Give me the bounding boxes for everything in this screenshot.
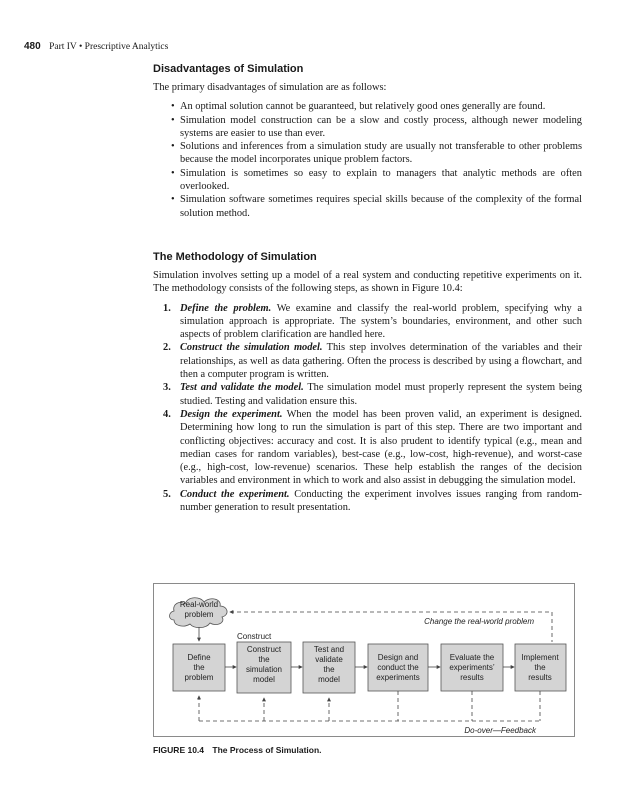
figure-10-4 [153, 583, 575, 737]
cloud-label-line: Real-world [179, 600, 219, 609]
list-item: • Simulation is sometimes so easy to explain to managers that analytic methods are often overlooked. [171, 167, 582, 193]
svg-text:experiments: experiments [376, 673, 420, 682]
box-implement [515, 644, 566, 691]
list-item: 4. Design the experiment. When the model has been proven valid, an experiment is designed. Determining how long to run the simulation is part of this step. There are two important and conflicting objectives: accuracy and cost. It is also prudent to identify typical (e.g., mean and median cases for random variables), best-case (e.g., low-cost, high-revenue), and worst-case (e.g., high-cost, low-revenue) scenarios. These help establish the ranges of the decision variables and environment in which to work and also assist in debugging the simulation model. [163, 408, 583, 487]
svg-text:Construct: Construct [246, 645, 282, 654]
process-diagram [154, 584, 574, 736]
box-construct [237, 642, 291, 693]
construct-label: Construct [237, 632, 272, 641]
figure-caption-text: The Process of Simulation. [212, 745, 322, 755]
box-define [173, 644, 225, 691]
svg-text:results: results [460, 673, 484, 682]
svg-text:Test and: Test and [313, 645, 345, 654]
list-item: • Simulation software sometimes requires special skills because of the complexity of the formal solution method. [171, 194, 582, 219]
methodology-intro: Simulation involves setting up a model of a real system and conducting repetitive experiments on it. The methodology consists of the following steps, as shown in Figure 10.4: [153, 269, 582, 295]
cloud-label-line: problem [184, 610, 214, 619]
page-content [153, 62, 582, 514]
svg-text:conduct the: conduct the [377, 663, 419, 672]
page-number: 480 [24, 41, 41, 52]
figure-caption [153, 745, 322, 755]
running-header [24, 41, 168, 52]
svg-text:problem: problem [184, 673, 214, 682]
box-design-conduct [368, 644, 428, 691]
svg-text:experiments’: experiments’ [449, 663, 495, 672]
methodology-heading: The Methodology of Simulation [153, 250, 317, 263]
svg-text:results: results [528, 673, 552, 682]
svg-text:the: the [534, 663, 546, 672]
svg-text:model: model [253, 675, 275, 684]
svg-text:the: the [323, 665, 335, 674]
box-test-validate [303, 642, 355, 693]
list-item: 3. Test and validate the model. The simulation model must properly represent the system being studied. Testing and validation ensure this. [163, 382, 582, 407]
change-label: Change the real-world problem [424, 617, 534, 626]
svg-text:Implement: Implement [521, 653, 559, 662]
figure-caption-label: FIGURE 10.4 [153, 745, 205, 755]
list-item: • An optimal solution cannot be guaranteed, but relatively good ones generally are found. [171, 101, 546, 113]
box-evaluate [441, 644, 503, 691]
feedback-label: Do-over—Feedback [464, 726, 536, 735]
svg-text:Define: Define [187, 653, 211, 662]
svg-text:the: the [193, 663, 205, 672]
list-item: 1. Define the problem. We examine and classify the real-world problem, specifying why a simulation approach is appropriate. The system’s boundaries, environment, and other such aspects of problem clarification are handled here. [163, 302, 582, 341]
disadvantages-heading: Disadvantages of Simulation [153, 63, 304, 75]
list-item: 2. Construct the simulation model. This step involves determination of the variables and their relationships, as well as data gathering. Often the process is described by using a flowchart, and then a computer program is written. [163, 342, 583, 381]
svg-text:Evaluate the: Evaluate the [449, 653, 495, 662]
svg-text:model: model [318, 675, 340, 684]
disadvantages-list [153, 100, 582, 220]
disadvantages-intro: The primary disadvantages of simulation are as follows: [153, 82, 387, 93]
list-item: • Simulation model construction can be a slow and costly process, although newer modeling systems are easier to use than ever. [171, 114, 582, 139]
svg-text:Design and: Design and [377, 653, 419, 662]
svg-text:simulation: simulation [245, 665, 283, 674]
running-title: Part IV • Prescriptive Analytics [49, 42, 169, 52]
list-item: 5. Conduct the experiment. Conducting the experiment involves issues ranging from random-number generation to result presentation. [163, 488, 583, 514]
list-item: • Solutions and inferences from a simulation study are usually not transferable to other problems because the model incorporates unique problem factors. [171, 141, 582, 166]
svg-text:validate: validate [315, 655, 343, 664]
methodology-steps [153, 302, 582, 515]
svg-text:the: the [258, 655, 270, 664]
